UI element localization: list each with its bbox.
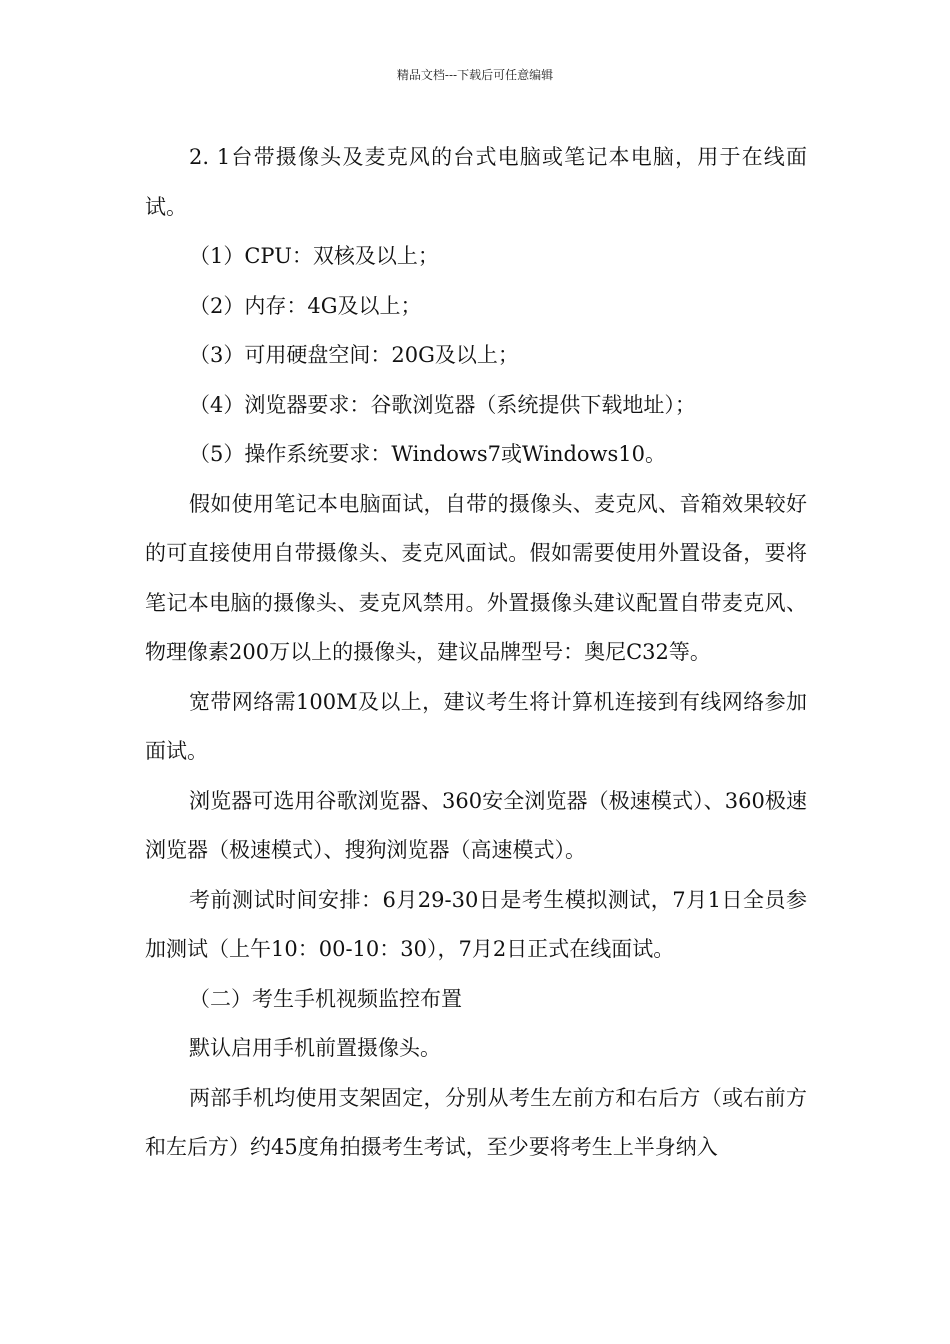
document-body	[145, 133, 807, 1173]
paragraph-device-requirement: 2. 1台带摄像头及麦克风的台式电脑或笔记本电脑，用于在线面试。	[145, 145, 807, 219]
page-header: 精品文档---下载后可任意编辑	[396, 68, 554, 82]
paragraph-network: 宽带网络需100M及以上，建议考生将计算机连接到有线网络参加面试。	[145, 689, 807, 763]
paragraph-disk: （3）可用硬盘空间：20G及以上；	[189, 343, 519, 367]
paragraph-browser: （4）浏览器要求：谷歌浏览器（系统提供下载地址）；	[189, 392, 696, 417]
paragraph-browser-options: 浏览器可选用谷歌浏览器、360安全浏览器（极速模式）、360极速浏览器（极速模式）、搜狗浏览器（高速模式）。	[145, 788, 807, 862]
paragraph-cpu: （1）CPU：双核及以上；	[189, 244, 439, 268]
paragraph-memory: （2）内存：4G及以上；	[189, 293, 422, 318]
paragraph-phone-setup: 两部手机均使用支架固定，分别从考生左前方和右后方（或右前方和左后方）约45度角拍摄考生考试，至少要将考生上半身纳入	[145, 1085, 807, 1159]
paragraph-front-camera: 默认启用手机前置摄像头。	[189, 1036, 441, 1060]
paragraph-test-schedule: 考前测试时间安排：6月29-30日是考生模拟测试，7月1日全员参加测试（上午10：00-10：30），7月2日正式在线面试。	[145, 887, 807, 961]
paragraph-laptop-camera: 假如使用笔记本电脑面试，自带的摄像头、麦克风、音箱效果较好的可直接使用自带摄像头、麦克风面试。假如需要使用外置设备，要将笔记本电脑的摄像头、麦克风禁用。外置摄像头建议配置自带麦克风、物理像素200万以上的摄像头，建议品牌型号：奥尼C32等。	[145, 491, 807, 664]
paragraph-os: （5）操作系统要求：Windows7或Windows10。	[189, 442, 667, 466]
section-heading-phone-monitoring: （二）考生手机视频监控布置	[189, 986, 462, 1011]
